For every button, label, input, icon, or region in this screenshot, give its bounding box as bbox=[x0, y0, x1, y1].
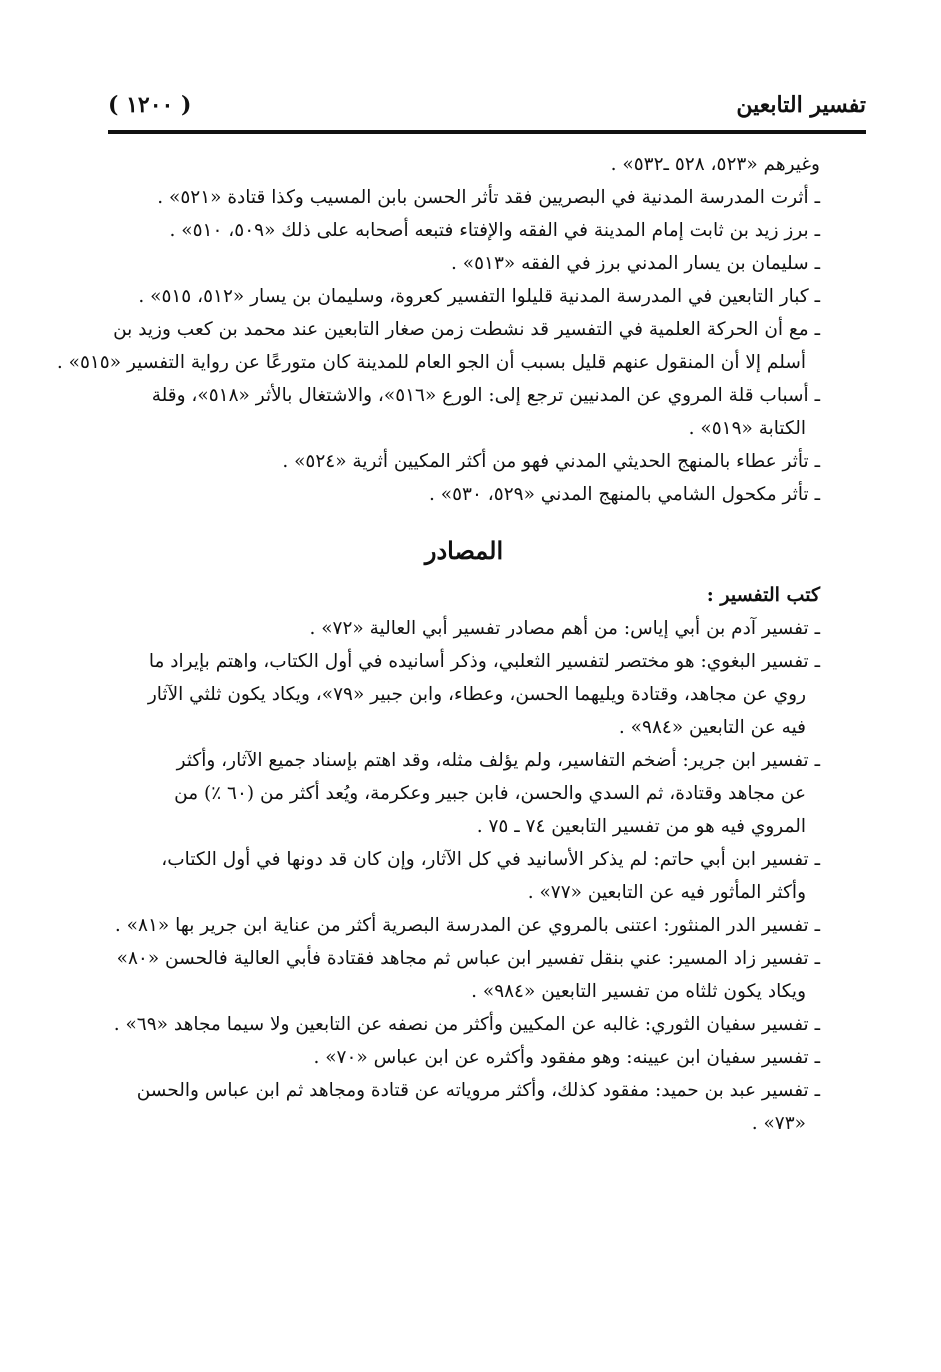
page-number: ( ١٢٠٠ ) bbox=[108, 92, 192, 118]
paragraph-line: ـ تفسير آدم بن أبي إياس: من أهم مصادر تفسير أبي العالية «٧٢» . bbox=[309, 618, 820, 639]
summary-list bbox=[56, 148, 820, 511]
paragraph-line: ـ تأثر عطاء بالمنهج الحديثي المدني فهو من أكثر المكيين أثرية «٥٢٤» . bbox=[282, 451, 820, 472]
header-rule bbox=[108, 130, 866, 134]
source-entry bbox=[108, 1074, 820, 1140]
source-entry bbox=[108, 942, 820, 1008]
paragraph-line: ـ تفسير الدر المنثور: اعتنى بالمروي عن المدرسة البصرية أكثر من عناية ابن جرير بها «٨١» . bbox=[114, 915, 820, 936]
summary-point bbox=[56, 313, 820, 379]
paragraph-line: ـ تأثر مكحول الشامي بالمنهج المدني «٥٢٩، ٥٣٠» . bbox=[429, 484, 820, 505]
running-title: تفسير التابعين bbox=[736, 92, 866, 118]
paragraph-continuation-line: عن مجاهد وقتادة، ثم السدي والحسن، فابن جبير وعكرمة، ويُعد أكثر من (٦٠ ٪) من bbox=[174, 783, 806, 804]
paragraph-line: ـ أسباب قلة المروي عن المدنيين ترجع إلى: الورع «٥١٦»، والاشتغال بالأثر «٥١٨»، وقلة bbox=[151, 385, 820, 406]
paragraph-continuation-line: الكتابة «٥١٩» . bbox=[688, 418, 806, 439]
summary-point bbox=[108, 214, 820, 247]
summary-point bbox=[108, 445, 820, 478]
paragraph-continuation-line: ويكاد يكون ثلثاه من تفسير التابعين «٩٨٤» . bbox=[471, 981, 806, 1002]
paragraph-continuation-line: المروي فيه هو من تفسير التابعين ٧٤ ـ ٧٥ . bbox=[476, 816, 806, 837]
summary-point bbox=[108, 148, 820, 181]
paragraph-continuation-line: روي عن مجاهد، وقتادة ويليهما الحسن، وعطاء، وابن جبير «٧٩»، ويكاد يكون ثلثي الآثار bbox=[147, 684, 806, 705]
paragraph-line: ـ أثرت المدرسة المدنية في البصريين فقد تأثر الحسن بابن المسيب وكذا قتادة «٥٢١» . bbox=[157, 187, 820, 208]
summary-point bbox=[108, 280, 820, 313]
paragraph-line: ـ مع أن الحركة العلمية في التفسير قد نشطت زمن صغار التابعين عند محمد بن كعب وزيد بن bbox=[113, 319, 820, 340]
page-header bbox=[108, 92, 866, 132]
paragraph-line: ـ تفسير زاد المسير: عني بنقل تفسير ابن عباس ثم مجاهد فقتادة فأبي العالية فالحسن «٨٠» bbox=[116, 948, 820, 969]
paragraph-line: ـ تفسير ابن جرير: أضخم التفاسير، ولم يؤلف مثله، وقد اهتم بإسناد جميع الآثار، وأكثر bbox=[176, 750, 820, 771]
page-body bbox=[56, 148, 820, 1140]
summary-point bbox=[108, 247, 820, 280]
paragraph-continuation-line: فيه عن التابعين «٩٨٤» . bbox=[618, 717, 806, 738]
source-entry bbox=[108, 843, 820, 909]
sources-list bbox=[108, 612, 820, 1140]
paragraph-continuation-line: وأكثر المأثور فيه عن التابعين «٧٧» . bbox=[527, 882, 806, 903]
summary-point bbox=[108, 379, 820, 445]
paragraph-line: ـ تفسير سفيان الثوري: غالبه عن المكيين وأكثر من نصفه عن التابعين ولا سيما مجاهد «٦٩» . bbox=[113, 1014, 820, 1035]
source-entry bbox=[108, 1041, 820, 1074]
summary-point bbox=[108, 181, 820, 214]
paragraph-continuation-line: أسلم إلا أن المنقول عنهم قليل بسبب أن الجو العام للمدينة كان متورعًا عن رواية التفسير «٥١٥» . bbox=[56, 352, 806, 373]
source-entry bbox=[108, 612, 820, 645]
subheading: كتب التفسير : bbox=[706, 584, 820, 606]
paragraph-continuation-line: «٧٣» . bbox=[751, 1113, 806, 1134]
paragraph-line: ـ تفسير البغوي: هو مختصر لتفسير الثعلبي، وذكر أسانيده في أول الكتاب، واهتم بإيراد ما bbox=[148, 651, 820, 672]
paragraph-line: ـ تفسير عبد بن حميد: مفقود كذلك، وأكثر مروياته عن قتادة ومجاهد ثم ابن عباس والحسن bbox=[136, 1080, 820, 1101]
section-title: المصادر bbox=[424, 536, 504, 565]
source-entry bbox=[108, 909, 820, 942]
paragraph-line: ـ تفسير سفيان ابن عيينه: وهو مفقود وأكثره عن ابن عباس «٧٠» . bbox=[313, 1047, 820, 1068]
paragraph-line: ـ سليمان بن يسار المدني برز في الفقه «٥١٣» . bbox=[451, 253, 820, 274]
paragraph-line: ـ كبار التابعين في المدرسة المدنية قليلوا التفسير كعروة، وسليمان بن يسار «٥١٢، ٥١٥» . bbox=[138, 286, 820, 307]
paragraph-line: وغيرهم «٥٢٣، ٥٢٨ ـ٥٣٢» . bbox=[610, 154, 820, 175]
summary-point bbox=[108, 478, 820, 511]
paragraph-line: ـ تفسير ابن أبي حاتم: لم يذكر الأسانيد في كل الآثار، وإن كان قد دونها في أول الكتاب، bbox=[161, 849, 820, 870]
source-entry bbox=[108, 645, 820, 744]
paragraph-line: ـ برز زيد بن ثابت إمام المدينة في الفقه والإفتاء فتبعه أصحابه على ذلك «٥٠٩، ٥١٠» . bbox=[169, 220, 820, 241]
source-entry bbox=[108, 744, 820, 843]
source-entry bbox=[108, 1008, 820, 1041]
